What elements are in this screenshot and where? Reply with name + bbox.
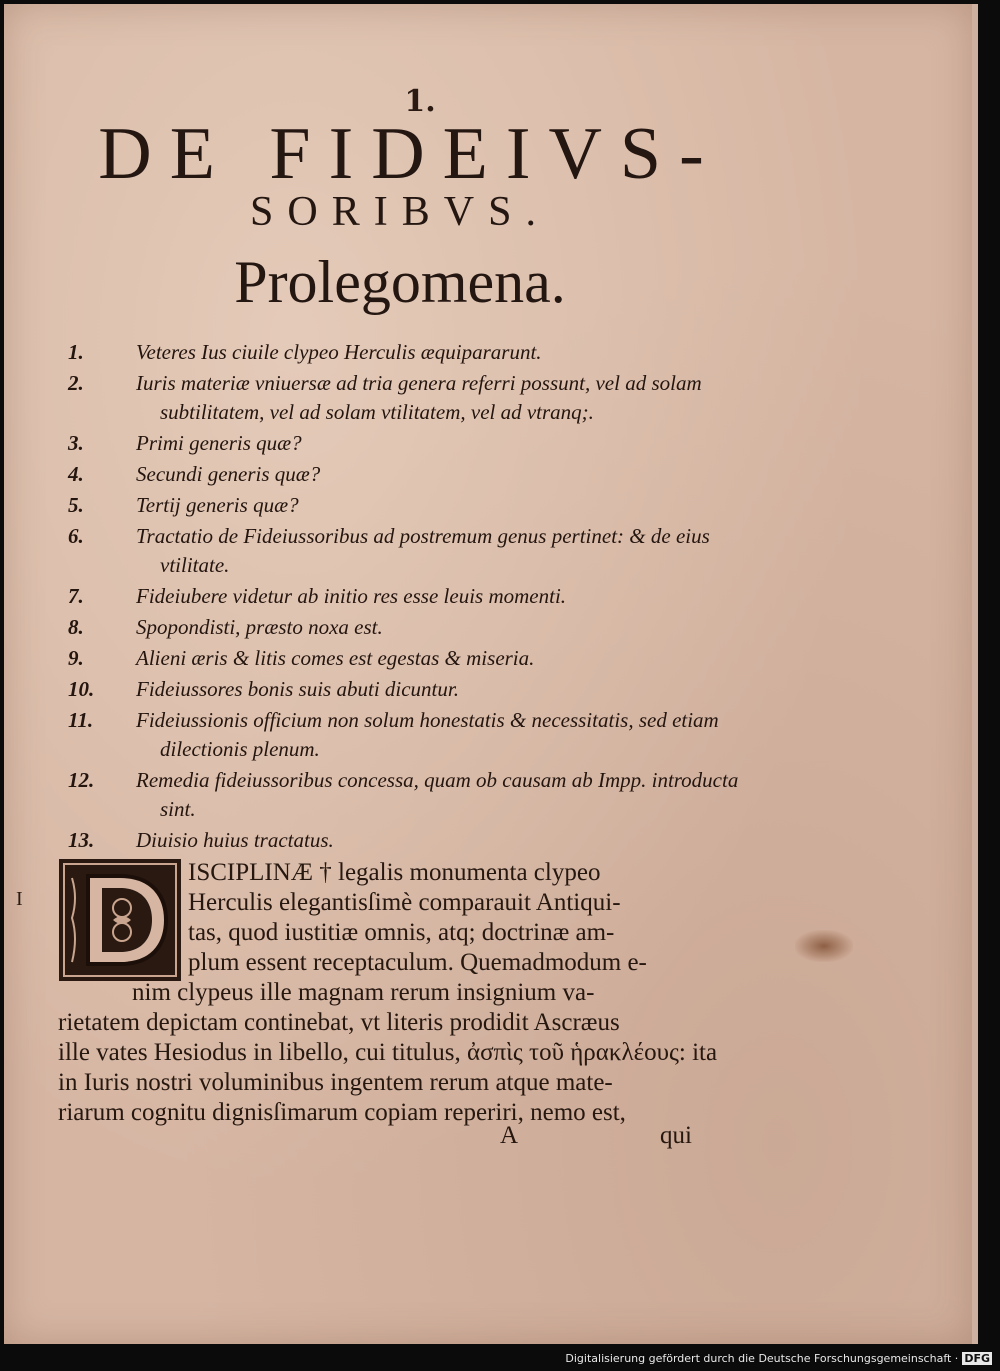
summary-item — [60, 766, 740, 824]
summary-text: Fideiussores bonis suis abuti dicuntur. — [136, 677, 459, 701]
dfg-logo: DFG — [964, 1352, 990, 1365]
body-line: plum essent receptaculum. Quemadmodum e- — [188, 949, 647, 976]
page-number: 1. — [404, 84, 436, 119]
body-line: rietatem depictam continebat, vt literis prodidit Ascræus — [58, 1009, 620, 1036]
summary-text: Remedia fideiussoribus concessa, quam ob causam ab Impp. introducta sint. — [136, 768, 739, 821]
summary-number: 4. — [68, 462, 84, 486]
title-prolegomena: Prolegomena. — [234, 249, 566, 315]
catchword: qui — [660, 1122, 692, 1149]
paper-stain — [795, 930, 853, 962]
summary-text: Fideiussionis officium non solum honestatis & necessitatis, sed etiam dilectionis plenum. — [136, 708, 719, 761]
summary-item — [60, 429, 740, 458]
summary-text: Tractatio de Fideiussoribus ad postremum genus pertinet: & de eius vtilitate. — [136, 524, 710, 577]
summary-number: 10. — [68, 677, 95, 701]
summary-number: 13. — [68, 828, 95, 852]
summary-item — [60, 491, 740, 520]
summary-item — [60, 675, 740, 704]
body-line: ISCIPLINÆ † legalis monumenta clypeo — [188, 859, 601, 886]
summary-text: Alieni æris & litis comes est egestas & miseria. — [136, 646, 535, 670]
title-line-2: SORIBVS. — [250, 189, 550, 235]
summary-item — [60, 338, 740, 367]
summary-number: 11. — [68, 708, 94, 732]
body-line: nim clypeus ille magnam rerum insignium va- — [132, 979, 595, 1006]
summary-list — [60, 338, 740, 857]
title-line-1: DE FIDEIVS- — [98, 113, 722, 195]
page-edge — [972, 4, 978, 1344]
body-line: in Iuris nostri voluminibus ingentem rerum atque mate- — [58, 1069, 613, 1096]
summary-text: Fideiubere videtur ab initio res esse leuis momenti. — [136, 584, 567, 608]
summary-number: 7. — [68, 584, 84, 608]
summary-item — [60, 613, 740, 642]
summary-text: Secundi generis quæ? — [136, 462, 321, 486]
summary-item — [60, 369, 740, 427]
summary-number: 1. — [68, 340, 84, 364]
summary-number: 12. — [68, 768, 95, 792]
summary-item — [60, 826, 740, 855]
summary-text: Tertij generis quæ? — [136, 493, 299, 517]
summary-number: 3. — [68, 431, 84, 455]
body-line: tas, quod iustitiæ omnis, atq; doctrinæ am- — [188, 919, 615, 946]
summary-number: 9. — [68, 646, 84, 670]
margin-mark: I — [16, 888, 23, 910]
summary-item — [60, 582, 740, 611]
summary-text: Primi generis quæ? — [136, 431, 302, 455]
summary-text: Iuris materiæ vniuersæ ad tria genera referri possunt, vel ad solam subtilitatem, vel ad solam vtilitatem, vel ad vtranq;. — [136, 371, 702, 424]
summary-text: Veteres Ius ciuile clypeo Herculis æquipararunt. — [136, 340, 542, 364]
summary-item — [60, 644, 740, 673]
body-text — [58, 858, 718, 1128]
summary-number: 2. — [68, 371, 84, 395]
body-line: ille vates Hesiodus in libello, cui titulus, ἀσπὶς τοῦ ἡρακλέους: ita — [58, 1039, 718, 1066]
summary-number: 5. — [68, 493, 84, 517]
digitization-footer — [565, 1352, 992, 1365]
summary-item — [60, 460, 740, 489]
footer-text: Digitalisierung gefördert durch die Deutsche Forschungsgemeinschaft · — [565, 1352, 959, 1365]
signature-mark: A — [500, 1122, 519, 1149]
summary-number: 6. — [68, 524, 84, 548]
summary-item — [60, 706, 740, 764]
body-line: Herculis elegantisſimè comparauit Antiqui- — [188, 889, 621, 916]
summary-text: Diuisio huius tractatus. — [136, 828, 334, 852]
summary-text: Spopondisti, præsto noxa est. — [136, 615, 383, 639]
summary-number: 8. — [68, 615, 84, 639]
summary-item — [60, 522, 740, 580]
body-line: riarum cognitu dignisſimarum copiam reperiri, nemo est, — [58, 1099, 626, 1126]
